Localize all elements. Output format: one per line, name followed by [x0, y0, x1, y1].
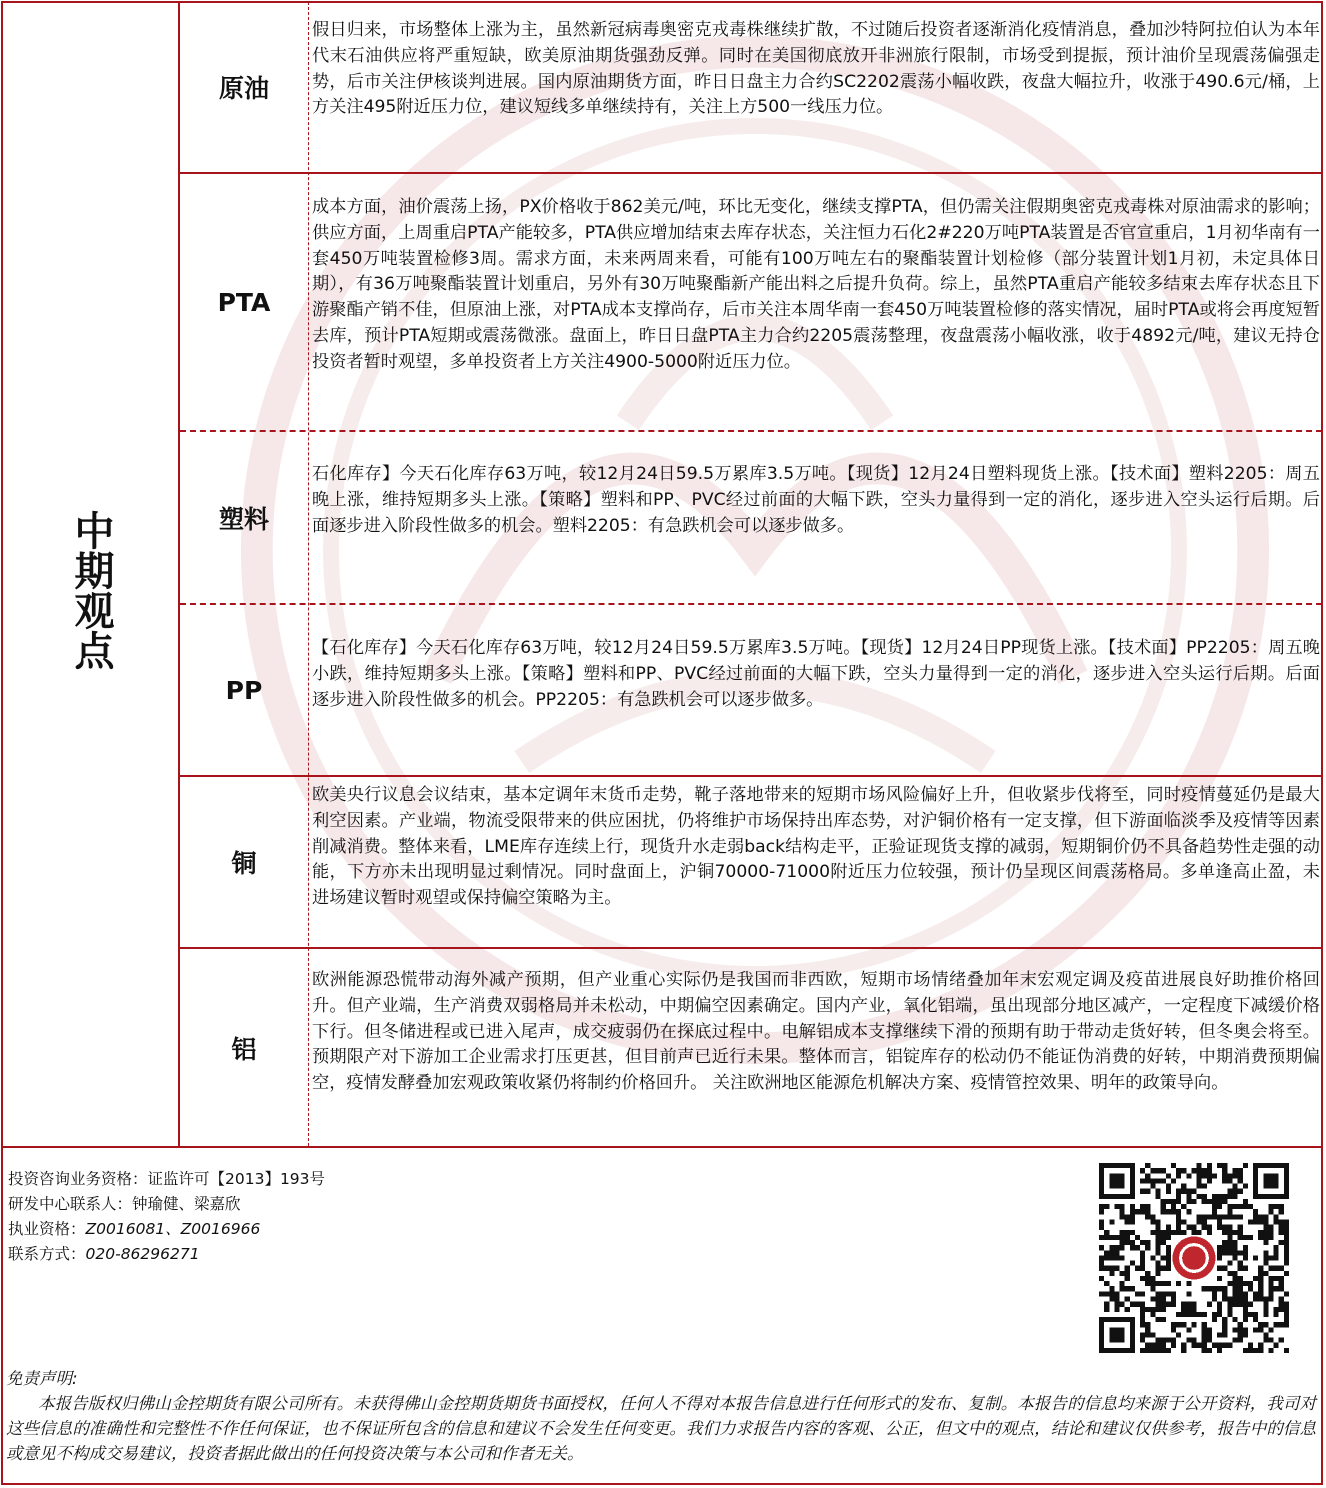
row-text-copper: 欧美央行议息会议结束，基本定调年末货币走势，靴子落地带来的短期市场风险偏好上升，但收紧步伐将至，同时疫情蔓延仍是最大利空因素。产业端，物流受限带来的供应困扰，仍将维护市场保持出库态势，对沪铜价格有一定支撑，但下游面临淡季及疫情等因素削减消费。整体来看，LME库存连续上行，现货升水走弱back结构走平，正验证现货支撑的减弱，短期铜价仍不具备趋势性走强的动能，下方亦未出现明显过剩情况。同时盘面上，沪铜70000-71000附近压力位较强，预计仍呈现区间震荡格局。多单逢高止盈，未进场建议暂时观望或保持偏空策略为主。: [312, 785, 1320, 909]
row-separator: [180, 775, 1322, 777]
row-label-pta: PTA: [217, 287, 271, 317]
disclaimer: [6, 1366, 1316, 1466]
row-label-aluminum: 铝: [231, 1034, 257, 1064]
row-separator: [180, 430, 1322, 432]
row-label-pp: PP: [225, 675, 263, 705]
phone-label: 联系方式：: [8, 1245, 86, 1263]
row-text-pta: 成本方面，油价震荡上扬，PX价格收于862美元/吨，环比无变化，继续支撑PTA，但仍需关注假期奥密克戎毒株对原油需求的影响；供应方面，上周重启PTA产能较多，PTA供应增加结束去库存状态，关注恒力石化2#220万吨PTA装置是否官宣重启，1月初华南有一套450万吨装置检修3周。需求方面，未来两周来看，可能有100万吨左右的聚酯装置计划检修（部分装置计划1月初，未定具体日期），有36万吨聚酯装置计划重启，另外有30万吨聚酯新产能出料之后提升负荷。综上，虽然PTA重启产能较多结束去库存状态且下游聚酯产销不佳，但原油上涨，对PTA成本支撑尚存，后市关注本周华南一套450万吨装置检修的落实情况，届时PTA或将会再度短暂去库，预计PTA短期或震荡微涨。盘面上，昨日日盘PTA主力合约2205震荡整理，夜盘震荡小幅收涨，收于4892元/吨，建议无持仓投资者暂时观望，多单投资者上方关注4900-5000附近压力位。: [312, 197, 1320, 372]
contacts-line: 研发中心联系人：钟瑜健、梁嘉欣: [8, 1195, 241, 1213]
row-label-copper: 铜: [231, 849, 257, 878]
row-separator: [180, 172, 1322, 174]
row-separator: [180, 947, 1322, 949]
row-text-aluminum: 欧洲能源恐慌带动海外减产预期，但产业重心实际仍是我国而非西欧，短期市场情绪叠加年末宏观定调及疫苗进展良好助推价格回升。但产业端，生产消费双弱格局并未松动，中期偏空因素确定。国内产业，氧化铝端，虽出现部分地区减产，一定程度下减缓价格下行。但冬储进程或已进入尾声，成交疲弱仍在探底过程中。电解铝成本支撑继续下滑的预期有助于带动走货好转，但冬奥会将至。预期限产对下游加工企业需求打压更甚，但目前声已近行未果。整体而言，铝锭库存的松动仍不能证伪消费的好转，中期消费预期偏空，疫情发酵叠加宏观政策收紧仍将制约价格回升。 关注欧洲地区能源危机解决方案、疫情管控效果、明年的政策导向。: [312, 970, 1320, 1094]
phone-line: [8, 1242, 325, 1267]
phone-value: 020-86296271: [85, 1245, 200, 1263]
row-label-crude-oil: 原油: [218, 74, 269, 103]
license-label: 执业资格：: [8, 1220, 86, 1238]
row-separator: [180, 603, 1322, 605]
qr-code-icon: [1099, 1163, 1289, 1353]
license-line: [8, 1217, 325, 1242]
disclaimer-title: 免责声明:: [6, 1369, 78, 1388]
qualification-line: 投资咨询业务资格：证监许可【2013】193号: [8, 1170, 326, 1188]
row-text-pp: 【石化库存】今天石化库存63万吨，较12月24日59.5万累库3.5万吨。【现货】12月24日PP现货上涨。【技术面】PP2205：周五晚小跌，维持短期多头上涨。【策略】塑料和PP、PVC经过前面的大幅下跌，空头力量得到一定的消化，逐步进入空头运行后期。后面逐步进入阶段性做多的机会。PP2205：有急跌机会可以逐步做多。: [312, 638, 1320, 710]
disclaimer-body: 本报告版权归佛山金控期货有限公司所有。未获得佛山金控期货期货书面授权，任何人不得对本报告信息进行任何形式的发布、复制。本报告的信息均来源于公开资料，我司对这些信息的准确性和完整性不作任何保证，也不保证所包含的信息和建议不会发生任何变更。我们力求报告内容的客观、公正，但文中的观点，结论和建议仅供参考，报告中的信息或意见不构成交易建议，投资者据此做出的任何投资决策与本公司和作者无关。: [6, 1394, 1316, 1463]
row-label-plastic: 塑料: [218, 504, 269, 534]
table-bottom-border: [2, 1146, 1322, 1148]
row-text-plastic: 石化库存】今天石化库存63万吨，较12月24日59.5万累库3.5万吨。【现货】12月24日塑料现货上涨。【技术面】塑料2205：周五晚上涨，维持短期多头上涨。【策略】塑料和PP、PVC经过前面的大幅下跌，空头力量得到一定的消化，逐步进入空头运行后期。后面逐步进入阶段性做多的机会。塑料2205：有急跌机会可以逐步做多。: [312, 464, 1320, 536]
row-text-crude-oil: 假日归来，市场整体上涨为主，虽然新冠病毒奥密克戎毒株继续扩散，不过随后投资者逐渐消化疫情消息，叠加沙特阿拉伯认为本年代末石油供应将严重短缺，欧美原油期货强劲反弹。同时在美国彻底放开非洲旅行限制，市场受到提振，预计油价呈现震荡偏强走势，后市关注伊核谈判进展。国内原油期货方面，昨日日盘主力合约SC2202震荡小幅收跌，夜盘大幅拉升，收涨于490.6元/桶，上方关注495附近压力位，建议短线多单继续持有，关注上方500一线压力位。: [312, 20, 1320, 118]
license-value: Z0016081、Z0016966: [85, 1220, 261, 1238]
section-title: 中期观点: [68, 510, 115, 670]
contact-info: [8, 1167, 325, 1267]
